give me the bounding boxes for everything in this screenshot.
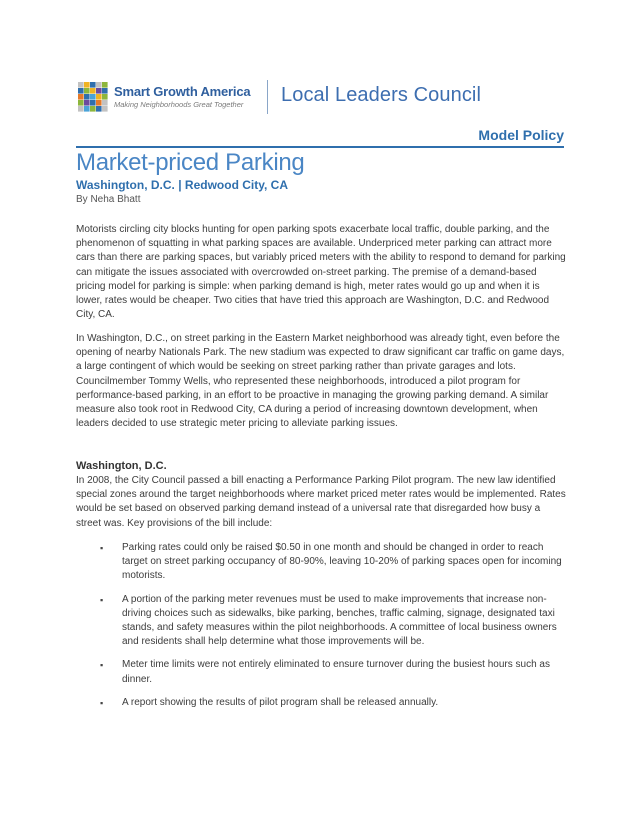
section-heading: Washington, D.C. — [76, 460, 167, 472]
provision-text: A report showing the results of pilot program shall be released annually. — [122, 696, 439, 708]
list-item — [100, 593, 566, 650]
logo-tile — [90, 82, 96, 88]
logo-tile — [90, 106, 96, 112]
logo-tile — [102, 94, 108, 100]
logo-tile — [84, 82, 90, 88]
logo-tile — [102, 88, 108, 94]
provisions-list — [100, 541, 566, 719]
washington-section — [76, 459, 566, 531]
document-title: Market-priced Parking — [76, 149, 305, 176]
logo-tile — [84, 88, 90, 94]
provision-text: Parking rates could only be raised $0.50 in one month and should be changed in order to reach target on street parking occupancy of 80-90%, leaving 10-20% of parking spaces open for incoming motorists. — [122, 542, 562, 582]
brand-tagline: Making Neighborhoods Great Together — [114, 100, 244, 109]
logo-tile — [78, 88, 84, 94]
logo-tile — [96, 88, 102, 94]
page-header — [78, 80, 558, 120]
logo-tile — [102, 100, 108, 106]
provision-text: A portion of the parking meter revenues must be used to make improvements that increase non-driving choices such as sidewalks, bike parking, benches, traffic calming, signage, designated taxi stands, and safety measures within the pilot neighborhoods. A committee of local business owners and residents shall help determine what those improvements will be. — [122, 593, 557, 648]
bullet-icon: ▪ — [100, 697, 104, 708]
logo-tile — [102, 106, 108, 112]
logo-tile — [84, 94, 90, 100]
provision-text: Meter time limits were not entirely eliminated to ensure turnover during the busiest hours such as dinner. — [122, 659, 550, 685]
list-item — [100, 658, 566, 686]
document-subtitle: Washington, D.C. | Redwood City, CA — [76, 178, 289, 192]
policy-rule-divider — [76, 146, 564, 148]
model-policy-label: Model Policy — [478, 127, 564, 143]
logo-tile — [90, 100, 96, 106]
logo-tile — [78, 106, 84, 112]
logo-tile — [96, 94, 102, 100]
list-item — [100, 541, 566, 584]
section-intro: In 2008, the City Council passed a bill enacting a Performance Parking Pilot program. The new law identified special zones around the target neighborhoods where market priced meter rates would be implemented. Rates would be set based on observed parking demand instead of a universal rate that disregarded how busy a street was. Key provisions of the bill include: — [76, 475, 566, 529]
logo-tile — [78, 82, 84, 88]
logo-tile — [78, 94, 84, 100]
bullet-icon: ▪ — [100, 543, 104, 553]
bullet-icon: ▪ — [100, 594, 104, 605]
background-paragraph: In Washington, D.C., on street parking in the Eastern Market neighborhood was already tight, even before the opening of nearby Nationals Park. The new stadium was expected to draw significant car traffic on game days, a large contingent of which would be seeking on street parking rather than private garages and lots. Councilmember Tommy Wells, who represented these neighborhoods, introduced a pilot program for performance-based parking, in an effort to be proactive in managing the growing parking demand. A similar measure also took root in Redwood City, CA during a period of increasing downtown development, when leaders decided to use strategic meter pricing to alleviate parking issues. — [76, 333, 565, 430]
list-item — [100, 696, 566, 710]
logo-tile — [90, 88, 96, 94]
logo-tile — [84, 106, 90, 112]
header-divider — [267, 80, 268, 114]
intro-paragraph: Motorists circling city blocks hunting for open parking spots exacerbate local traffic, double parking, and the phenomenon of squatting in what parking spaces are available. Underpriced meter parking can attract more cars than there are parking spaces, but variably priced meters with the ability to respond to demand for parking can mitigate the issues associated with overcrowded on-street parking. The premise of a demand-based pricing model for parking is simple: when parking demand is high, meter rates would go up and when it is lower, rates would be cheaper. Two cities that have tried this approach are Washington, D.C. and Redwood City, CA. — [76, 224, 566, 321]
smart-growth-america-logo-icon — [78, 82, 108, 112]
logo-tile — [96, 106, 102, 112]
logo-tile — [84, 100, 90, 106]
council-title: Local Leaders Council — [281, 84, 482, 106]
logo-tile — [90, 94, 96, 100]
logo-tile — [78, 100, 84, 106]
logo-tile — [96, 82, 102, 88]
document-author: By Neha Bhatt — [76, 194, 141, 205]
brand-name: Smart Growth America — [114, 84, 251, 99]
logo-tile — [96, 100, 102, 106]
bullet-icon: ▪ — [100, 660, 104, 671]
logo-tile — [102, 82, 108, 88]
